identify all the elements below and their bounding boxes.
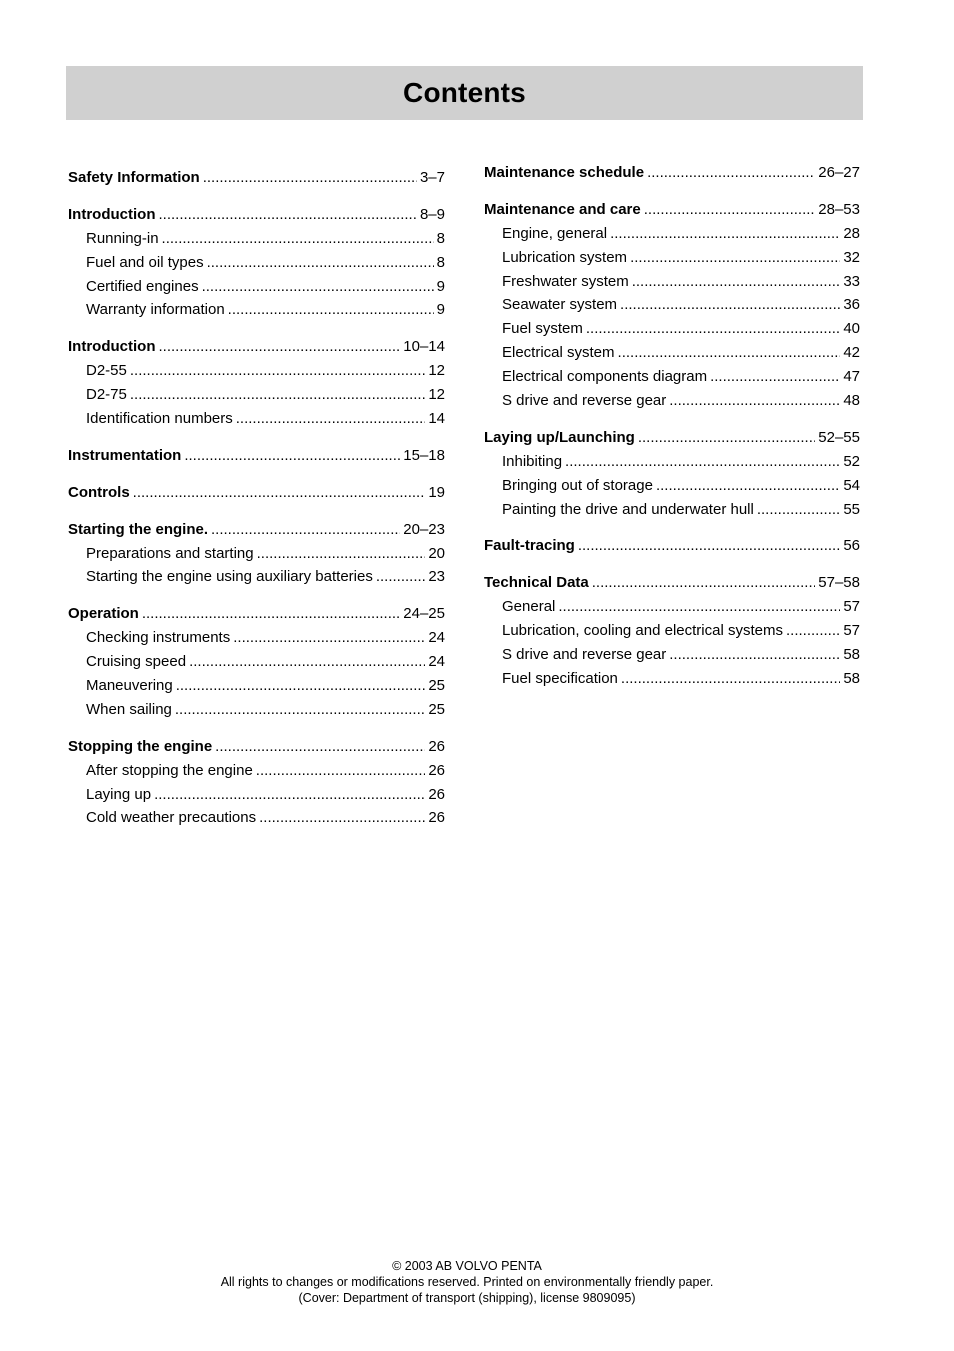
entry-label: Stopping the engine (68, 737, 213, 755)
page-number: 24 (428, 653, 445, 671)
toc-section (68, 335, 445, 431)
page-title: Contents (403, 77, 526, 108)
page-number: 40 (843, 320, 860, 338)
toc-section-heading[interactable] (484, 161, 860, 185)
toc-entry[interactable] (68, 407, 445, 431)
page-number: 58 (843, 646, 860, 664)
toc-section-heading[interactable] (68, 481, 445, 505)
toc-entry[interactable] (68, 383, 445, 407)
dot-leader (228, 298, 434, 322)
toc-section-heading[interactable] (484, 198, 860, 222)
dot-leader (162, 227, 434, 251)
toc-section (68, 166, 445, 190)
toc-section (484, 534, 860, 558)
toc-section-heading[interactable] (68, 335, 445, 359)
entry-label: Maneuvering (86, 677, 173, 695)
page-number: 28 (843, 224, 860, 242)
toc-entry[interactable] (484, 667, 860, 691)
dot-leader (644, 198, 816, 222)
page-number: 14 (428, 410, 445, 428)
toc-entry[interactable] (484, 317, 860, 341)
page-number: 52–55 (818, 428, 860, 446)
dot-leader (610, 222, 840, 246)
toc-section (68, 203, 445, 322)
toc-section-heading[interactable] (68, 602, 445, 626)
dot-leader (233, 626, 425, 650)
entry-label: When sailing (86, 700, 172, 718)
dot-leader (558, 595, 840, 619)
entry-label: Starting the engine. (68, 520, 209, 538)
dot-leader (256, 759, 426, 783)
dot-leader (176, 674, 426, 698)
dot-leader (592, 571, 816, 595)
copyright-line: © 2003 AB VOLVO PENTA (392, 1259, 542, 1273)
toc-entry[interactable] (484, 474, 860, 498)
entry-label: Introduction (68, 205, 156, 223)
dot-leader (202, 275, 434, 299)
entry-label: Bringing out of storage (502, 476, 653, 494)
entry-label: Electrical system (502, 344, 615, 362)
page-number: 19 (428, 483, 445, 501)
entry-label: General (502, 598, 556, 616)
toc-entry[interactable] (68, 565, 445, 589)
toc-entry[interactable] (68, 227, 445, 251)
dot-leader (565, 450, 840, 474)
dot-leader (189, 650, 425, 674)
page-number: 20–23 (403, 520, 445, 538)
toc-entry[interactable] (484, 389, 860, 413)
toc-entry[interactable] (484, 270, 860, 294)
toc-section-heading[interactable] (484, 426, 860, 450)
toc-section (68, 444, 445, 468)
dot-leader (669, 643, 840, 667)
page-number: 20 (428, 544, 445, 562)
page-number: 57 (843, 598, 860, 616)
dot-leader (647, 161, 815, 185)
entry-label: Instrumentation (68, 446, 182, 464)
toc-entry[interactable] (68, 275, 445, 299)
contents-header (66, 66, 863, 120)
toc-entry[interactable] (484, 619, 860, 643)
page-number: 10–14 (403, 338, 445, 356)
entry-label: Cold weather precautions (86, 809, 257, 827)
entry-label: Operation (68, 605, 139, 623)
toc-section (68, 602, 445, 721)
dot-leader (259, 806, 425, 830)
page-number: 8 (436, 253, 445, 271)
dot-leader (257, 542, 426, 566)
entry-label: Introduction (68, 338, 156, 356)
dot-leader (175, 698, 425, 722)
entry-label: Maintenance schedule (484, 164, 645, 181)
entry-label: S drive and reverse gear (502, 646, 667, 664)
toc-section-heading[interactable] (68, 444, 445, 468)
toc-section (68, 518, 445, 590)
dot-leader (786, 619, 840, 643)
page-number: 57–58 (818, 574, 860, 592)
dot-leader (618, 341, 841, 365)
toc-entry[interactable] (68, 783, 445, 807)
toc-section-heading[interactable] (68, 735, 445, 759)
dot-leader (130, 359, 425, 383)
dot-leader (757, 498, 840, 522)
toc-entry[interactable] (484, 450, 860, 474)
page-number: 28–53 (818, 200, 860, 218)
toc-section (484, 571, 860, 690)
toc-section-heading[interactable] (68, 518, 445, 542)
toc-section (484, 198, 860, 413)
page-number: 8–9 (419, 205, 445, 223)
dot-leader (638, 426, 815, 450)
toc-section-heading[interactable] (484, 571, 860, 595)
toc-section (484, 161, 860, 185)
entry-label: Certified engines (86, 277, 199, 295)
dot-leader (376, 565, 425, 589)
page-number: 47 (843, 368, 860, 386)
dot-leader (620, 293, 840, 317)
page-number: 48 (843, 392, 860, 410)
dot-leader (211, 518, 400, 542)
toc-entry[interactable] (68, 542, 445, 566)
toc-left-column (68, 166, 445, 843)
entry-label: Painting the drive and underwater hull (502, 500, 754, 518)
dot-leader (154, 783, 425, 807)
entry-label: Technical Data (484, 574, 589, 592)
dot-leader (158, 203, 416, 227)
toc-section-heading[interactable] (68, 166, 445, 190)
entry-label: Safety Information (68, 169, 200, 186)
page-number: 36 (843, 296, 860, 314)
toc-entry[interactable] (68, 698, 445, 722)
toc-right-column (484, 161, 860, 704)
entry-label: Electrical components diagram (502, 368, 708, 386)
entry-label: S drive and reverse gear (502, 392, 667, 410)
toc-entry[interactable] (68, 298, 445, 322)
toc-entry[interactable] (68, 806, 445, 830)
dot-leader (133, 481, 426, 505)
entry-label: Cruising speed (86, 653, 187, 671)
page-number: 26 (428, 737, 445, 755)
toc-section-heading[interactable] (68, 203, 445, 227)
toc-entry[interactable] (68, 674, 445, 698)
dot-leader (656, 474, 840, 498)
page-number: 58 (843, 669, 860, 687)
page-number: 25 (428, 677, 445, 695)
dot-leader (578, 534, 840, 558)
dot-leader (236, 407, 426, 431)
entry-label: Freshwater system (502, 272, 629, 290)
toc-entry[interactable] (484, 595, 860, 619)
page-number: 26–27 (818, 164, 860, 181)
entry-label: Laying up/Launching (484, 428, 635, 446)
page-number: 23 (428, 568, 445, 586)
entry-label: Seawater system (502, 296, 618, 314)
dot-leader (586, 317, 840, 341)
dot-leader (203, 166, 417, 190)
entry-label: Checking instruments (86, 629, 231, 647)
dot-leader (158, 335, 400, 359)
page-number: 57 (843, 622, 860, 640)
entry-label: Engine, general (502, 224, 608, 242)
page-number: 25 (428, 700, 445, 718)
page-number: 55 (843, 500, 860, 518)
page-number: 26 (428, 809, 445, 827)
entry-label: Running-in (86, 229, 159, 247)
cover-license-line: (Cover: Department of transport (shipping), license 9809095) (298, 1291, 636, 1305)
page-number: 33 (843, 272, 860, 290)
entry-label: Controls (68, 483, 130, 501)
toc-section (68, 735, 445, 831)
entry-label: Fuel specification (502, 669, 618, 687)
toc-entry[interactable] (484, 365, 860, 389)
page-number: 32 (843, 248, 860, 266)
dot-leader (130, 383, 425, 407)
page-number: 12 (428, 386, 445, 404)
page-number: 15–18 (403, 446, 445, 464)
page-number: 9 (436, 301, 445, 319)
entry-label: D2-75 (86, 386, 127, 404)
toc-entry[interactable] (68, 626, 445, 650)
dot-leader (632, 270, 841, 294)
dot-leader (142, 602, 400, 626)
entry-label: After stopping the engine (86, 761, 253, 779)
page-number: 24 (428, 629, 445, 647)
entry-label: Fuel system (502, 320, 583, 338)
toc-entry[interactable] (484, 246, 860, 270)
entry-label: Lubrication system (502, 248, 628, 266)
entry-label: D2-55 (86, 362, 127, 380)
page-number: 9 (436, 277, 445, 295)
toc-entry[interactable] (68, 650, 445, 674)
entry-label: Fuel and oil types (86, 253, 204, 271)
dot-leader (710, 365, 840, 389)
entry-label: Identification numbers (86, 410, 233, 428)
toc-entry[interactable] (484, 341, 860, 365)
toc-section (68, 481, 445, 505)
toc-entry[interactable] (68, 359, 445, 383)
page-number: 24–25 (403, 605, 445, 623)
page-number: 52 (843, 452, 860, 470)
toc-entry[interactable] (484, 643, 860, 667)
page-number: 26 (428, 785, 445, 803)
entry-label: Fault-tracing (484, 537, 575, 555)
footer (0, 1258, 934, 1306)
entry-label: Inhibiting (502, 452, 563, 470)
page-number: 8 (436, 229, 445, 247)
page-number: 42 (843, 344, 860, 362)
entry-label: Lubrication, cooling and electrical systems (502, 622, 783, 640)
toc-entry[interactable] (68, 251, 445, 275)
dot-leader (207, 251, 434, 275)
dot-leader (630, 246, 840, 270)
entry-label: Laying up (86, 785, 152, 803)
page-number: 12 (428, 362, 445, 380)
page-number: 26 (428, 761, 445, 779)
toc-section-heading[interactable] (484, 534, 860, 558)
page-number: 54 (843, 476, 860, 494)
dot-leader (215, 735, 425, 759)
dot-leader (669, 389, 840, 413)
page-number: 3–7 (419, 169, 445, 186)
rights-line: All rights to changes or modifications reserved. Printed on environmentally friendly paper. (220, 1275, 714, 1289)
toc-entry[interactable] (68, 759, 445, 783)
toc-entry[interactable] (484, 222, 860, 246)
entry-label: Warranty information (86, 301, 225, 319)
toc-entry[interactable] (484, 293, 860, 317)
toc-entry[interactable] (484, 498, 860, 522)
entry-label: Preparations and starting (86, 544, 254, 562)
dot-leader (621, 667, 840, 691)
toc-section (484, 426, 860, 522)
entry-label: Starting the engine using auxiliary batteries (86, 568, 373, 586)
entry-label: Maintenance and care (484, 200, 641, 218)
page-number: 56 (843, 537, 860, 555)
dot-leader (184, 444, 400, 468)
